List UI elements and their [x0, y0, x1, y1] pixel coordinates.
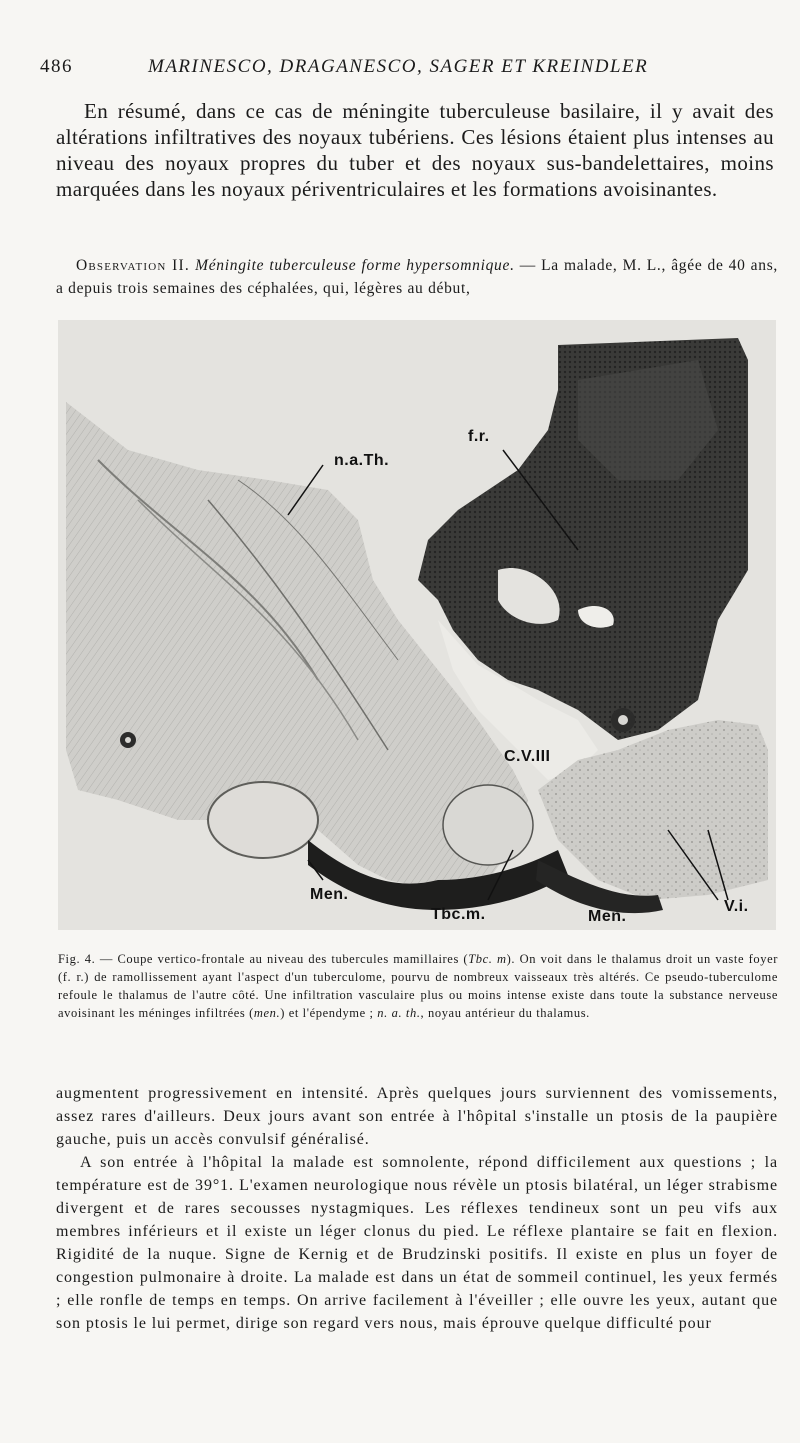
- observation-text: — La malade, M. L., âgée de 40 ans, a depuis trois semaines des céphalées, qui, légères au début,: [56, 257, 779, 297]
- caption-abbr-men: men.: [253, 1006, 281, 1020]
- page-header: [40, 56, 760, 86]
- caption-text-2: ) et l'épendyme ;: [280, 1006, 378, 1020]
- caption-prefix: Fig. 4. — Coupe vertico-frontale au niveau des tubercules mamillaires (: [58, 952, 469, 966]
- label-vi: V.i.: [724, 898, 749, 915]
- case-history: [56, 1082, 778, 1335]
- caption-text-3: , noyau antérieur du thalamus.: [420, 1006, 590, 1020]
- caption-abbr-tbcm: Tbc. m: [468, 952, 507, 966]
- page-number: 486: [40, 56, 73, 77]
- label-tbcm: Tbc.m.: [431, 906, 486, 923]
- label-cv3: C.V.III: [504, 748, 551, 765]
- figure-caption: [58, 950, 778, 1022]
- caption-abbr-nath: n. a. th.: [377, 1006, 421, 1020]
- label-men-left: Men.: [310, 886, 349, 903]
- observation-paragraph: [56, 254, 778, 300]
- observation-label: Observation II.: [76, 257, 190, 274]
- summary-paragraph: En résumé, dans ce cas de méningite tuberculeuse basilaire, il y avait des altérations infiltratives des noyaux tubériens. Ces lésions étaient plus intenses au niveau des noyaux propres du tuber et des noyaux sus-bandelettaires, moins marquées dans les noyaux périventriculaires et les formations avoisinantes.: [56, 99, 774, 201]
- case-history-first: augmentent progressivement en intensité. Après quelques jours surviennent des vomissements, assez rares d'ailleurs. Deux jours avant son entrée à l'hôpital s'installe un ptosis de la paupière gauche, puis un accès convulsif généralisé.: [56, 1085, 778, 1148]
- label-fr: f.r.: [468, 428, 490, 445]
- histology-figure: [58, 320, 776, 930]
- caption-text-1: ). On voit dans le thalamus droit un vaste foyer (f. r.) de ramollissement ayant l'aspect d'un tuberculome, pourvu de nombreux vaisseaux très altérés. Ce pseudo-tuberculome refoule le thalamus de l'autre côté. Une infiltration vasculaire plus ou moins intense existe dans toute la substance nerveuse avoisinant les méninges infiltrées (: [58, 952, 778, 1020]
- case-history-second: A son entrée à l'hôpital la malade est somnolente, répond difficilement aux questions ; la température est de 39°1. L'examen neurologique nous révèle un ptosis bilatéral, un léger strabisme divergent et de rares secousses nystagmiques. Les réflexes tendineux sont un peu vifs aux membres inférieurs et il existe un léger clonus du pied. Le réflexe plantaire se fait en flexion. Rigidité de la nuque. Signe de Kernig et de Brudzinski positifs. Il existe en plus un foyer de congestion pulmonaire à droite. La malade est dans un état de sommeil continuel, les yeux fermés ; elle ronfle de temps en temps. On arrive facilement à l'éveiller ; elle ouvre les yeux, autant que son ptosis le lui permet, dirige son regard vers nous, mais éprouve quelque difficulté pour: [56, 1154, 778, 1332]
- running-title: MARINESCO, DRAGANESCO, SAGER ET KREINDLER: [148, 56, 649, 77]
- observation-title: Méningite tuberculeuse forme hypersomnique.: [195, 257, 515, 274]
- label-men-right: Men.: [588, 908, 627, 925]
- brain-section-drawing: [58, 320, 776, 930]
- label-nath: n.a.Th.: [334, 452, 390, 469]
